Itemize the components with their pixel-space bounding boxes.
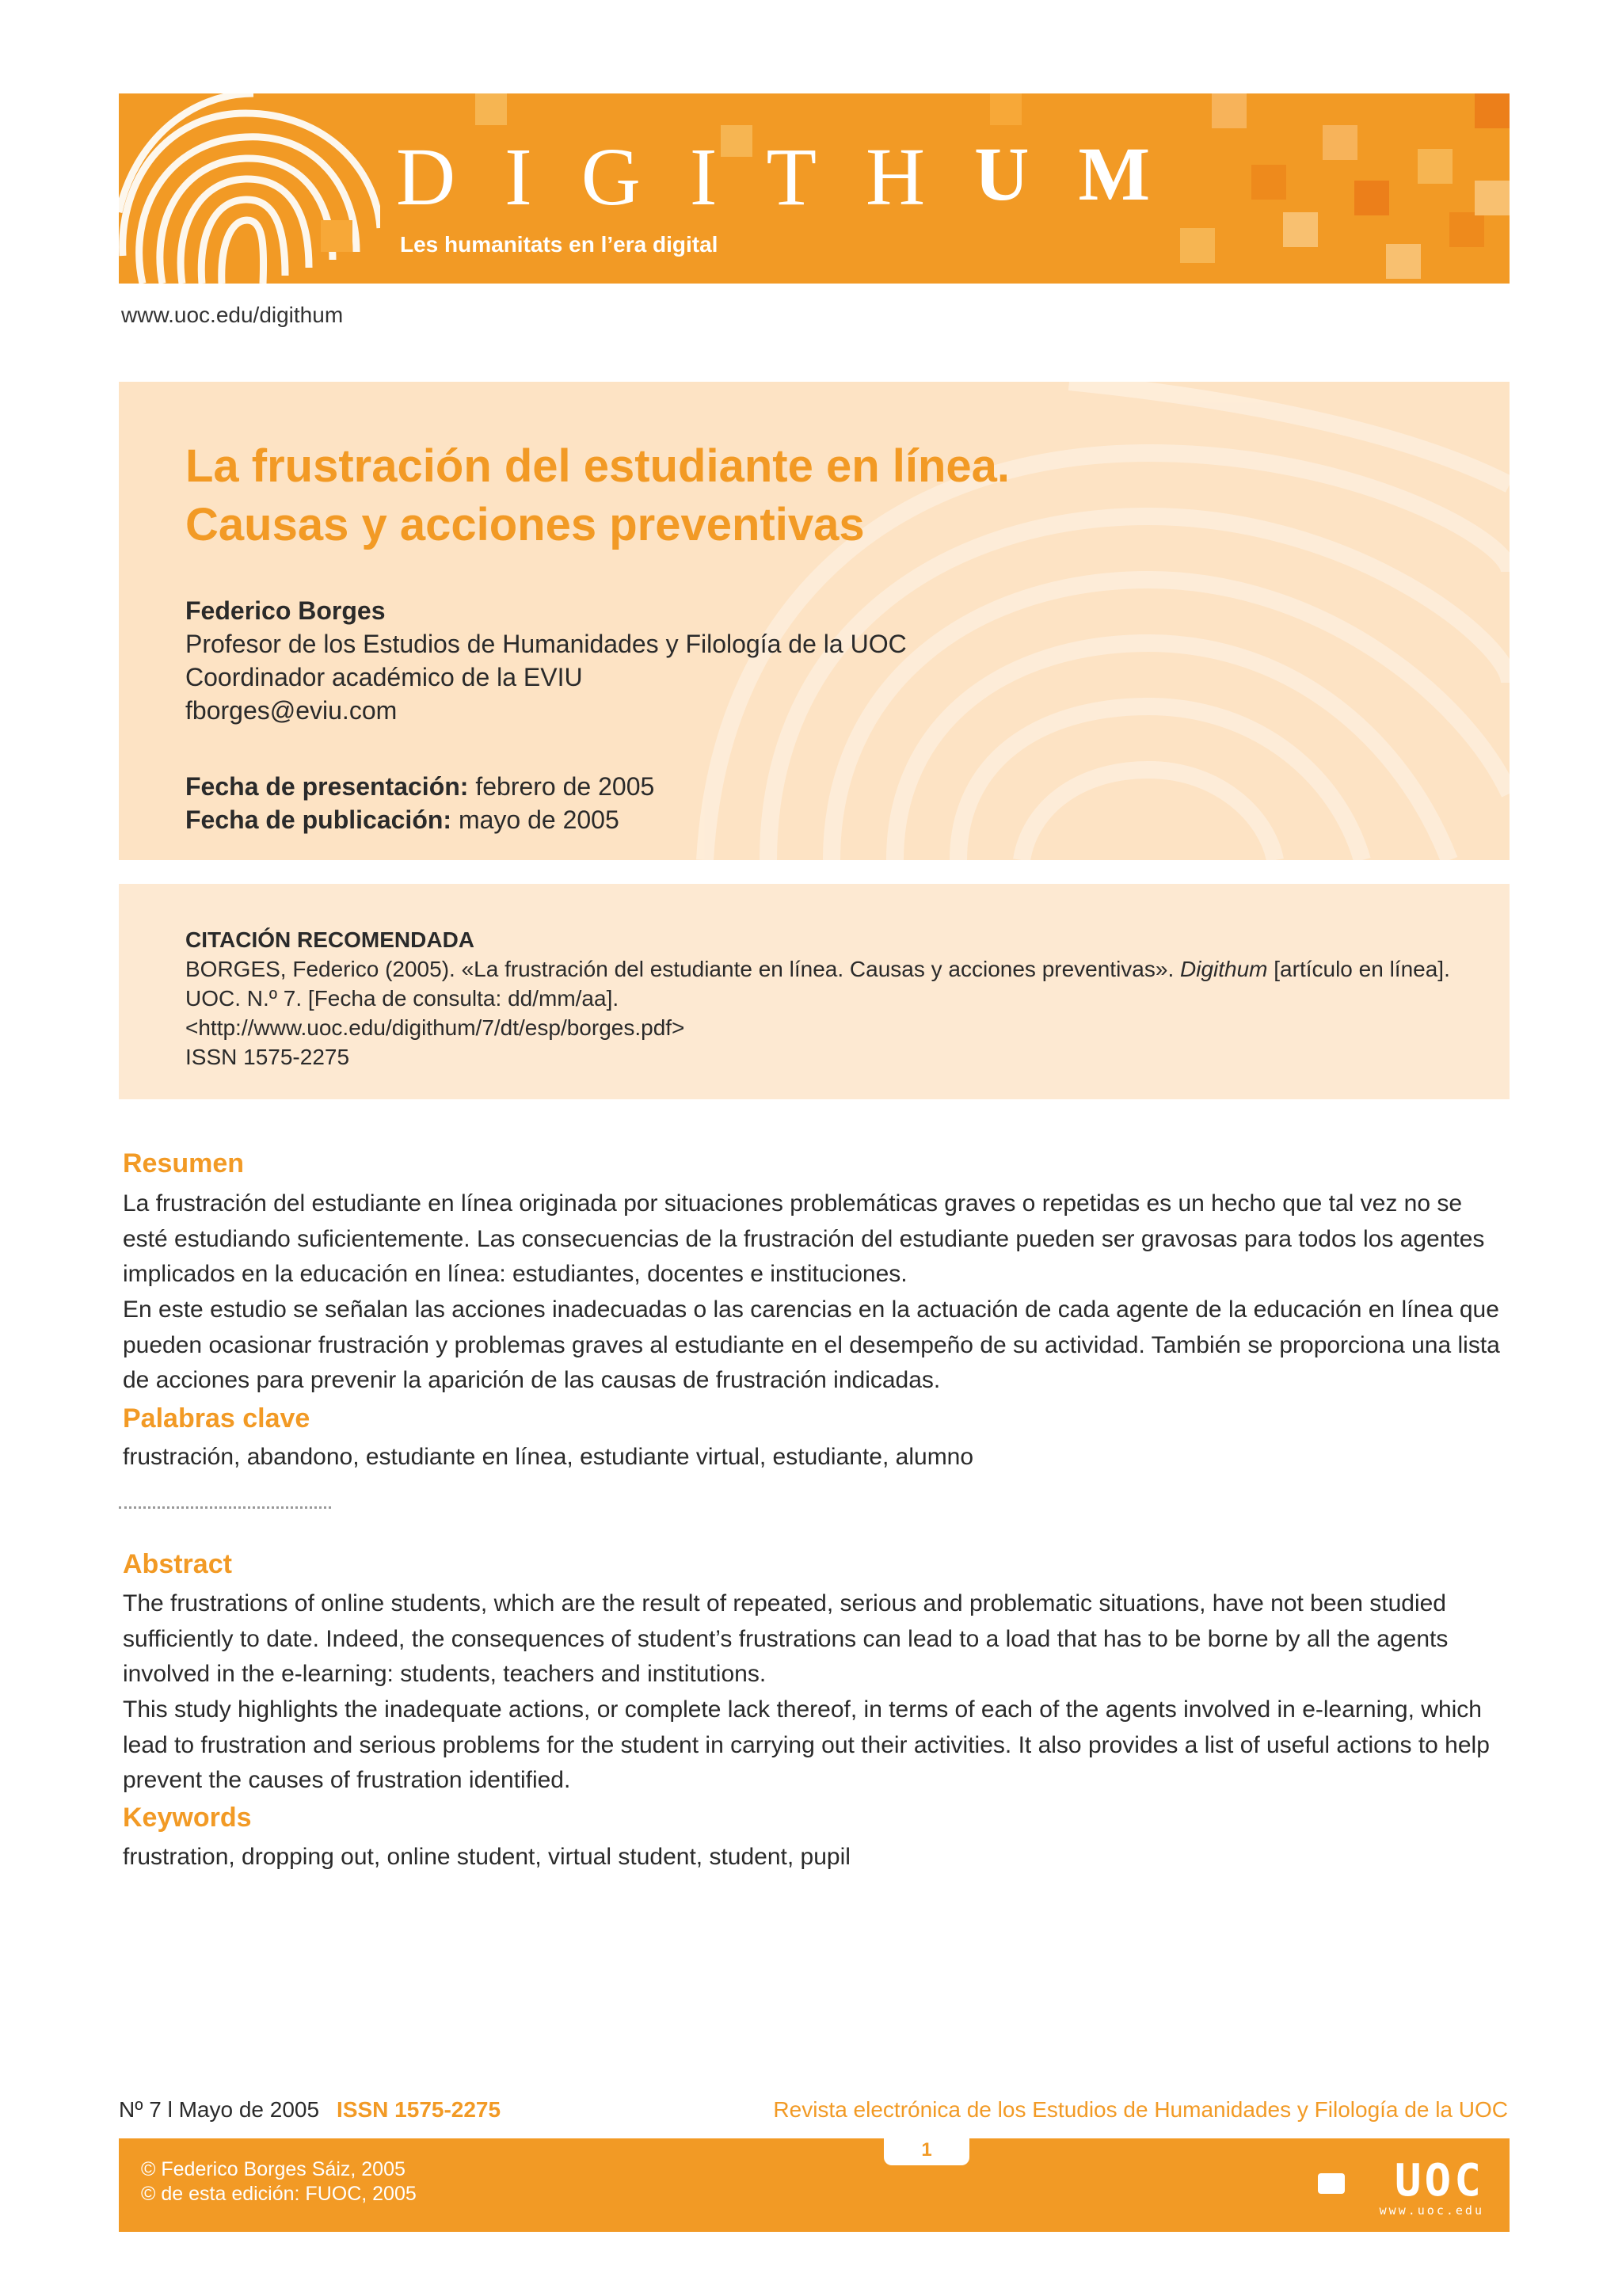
brand-letter: D bbox=[396, 131, 456, 223]
brand-letter: I bbox=[504, 131, 532, 223]
brand-title bbox=[396, 131, 1151, 223]
citation-heading: CITACIÓN RECOMENDADA bbox=[185, 927, 475, 952]
brand-letter: M bbox=[1078, 131, 1151, 216]
copyright bbox=[141, 2157, 417, 2207]
resumen-paragraph: La frustración del estudiante en línea originada por situaciones problemáticas graves o repetidas es un hecho que tal vez no se esté estudiando suficientemente. Las consecuencias de la frustración del estudiante pueden ser gravosas para todos los agentes implicados en la educación en línea: estudiantes, docentes e instituciones. bbox=[123, 1190, 1485, 1287]
publication-label: Fecha de publicación: bbox=[185, 805, 452, 834]
citation-content bbox=[185, 925, 1468, 1072]
brand-letter: T bbox=[766, 131, 817, 223]
journal-description: Revista electrónica de los Estudios de Humanidades y Filología de la UOC bbox=[773, 2097, 1508, 2122]
author-block bbox=[185, 594, 907, 727]
uoc-logo-mark-icon bbox=[1318, 2173, 1345, 2194]
citation-box bbox=[119, 884, 1510, 1099]
header-banner bbox=[119, 93, 1510, 284]
page-number: 1 bbox=[884, 2137, 969, 2165]
publication-date bbox=[185, 803, 654, 836]
site-url[interactable]: www.uoc.edu/digithum bbox=[121, 303, 344, 327]
abstract-paragraph: The frustrations of online students, which are the result of repeated, serious and problematic situations, have not been studied sufficiently to date. Indeed, the consequences of student’s frustrations can lead to a load that has to be borne by all the agents involved in the e-learning: students, teachers and institutions. bbox=[123, 1590, 1449, 1687]
dates-block bbox=[185, 770, 654, 836]
brand-letter: H bbox=[866, 131, 926, 223]
keywords-heading: Keywords bbox=[123, 1803, 252, 1833]
title-line: Causas y acciones preventivas bbox=[185, 499, 865, 550]
citation-journal: Digithum bbox=[1180, 957, 1268, 981]
article-title bbox=[185, 437, 1010, 554]
title-line: La frustración del estudiante en línea. bbox=[185, 440, 1011, 492]
palabras-clave: frustración, abandono, estudiante en línea, estudiante virtual, estudiante, alumno bbox=[123, 1444, 974, 1470]
brand-letter: G bbox=[581, 131, 641, 223]
citation-text: [artículo en línea]. UOC. N.º 7. [Fecha de consulta: dd/mm/aa]. bbox=[185, 957, 1450, 1011]
brand-letter: I bbox=[689, 131, 718, 223]
resumen-heading: Resumen bbox=[123, 1148, 245, 1178]
section-divider bbox=[119, 1506, 331, 1509]
citation-link[interactable]: <http://www.uoc.edu/digithum/7/dt/esp/borges.pdf> bbox=[185, 1015, 685, 1040]
title-box bbox=[119, 382, 1510, 860]
footer-issue bbox=[119, 2097, 501, 2123]
abstract-paragraph: This study highlights the inadequate actions, or complete lack thereof, in terms of each of the agents involved in e-learning, which lead to frustration and serious problems for the student in carrying out their activities. It also provides a list of useful actions to help prevent the causes of frustration identified. bbox=[123, 1696, 1490, 1793]
palabras-clave-heading: Palabras clave bbox=[123, 1403, 310, 1434]
resumen-paragraph: En este estudio se señalan las acciones inadecuadas o las carencias en la actuación de cada agente de la educación en línea que pueden ocasionar frustración y problemas graves al estudiante en el desempeño de su actividad. También se proporciona una lista de acciones para prevenir la aparición de las causas de frustración indicadas. bbox=[123, 1296, 1500, 1393]
presentation-value: febrero de 2005 bbox=[475, 772, 655, 801]
uoc-logo-url: www.uoc.edu bbox=[1379, 2203, 1484, 2218]
citation-text: BORGES, Federico (2005). «La frustración del estudiante en línea. Causas y acciones preventivas». bbox=[185, 957, 1181, 981]
footer-bar bbox=[119, 2138, 1510, 2232]
abstract-heading: Abstract bbox=[123, 1549, 232, 1579]
author-name: Federico Borges bbox=[185, 596, 386, 625]
keywords: frustration, dropping out, online student, virtual student, student, pupil bbox=[123, 1844, 851, 1870]
author-role: Profesor de los Estudios de Humanidades y Filología de la UOC bbox=[185, 630, 907, 658]
brand-letter: U bbox=[974, 131, 1030, 216]
author-email[interactable]: fborges@eviu.com bbox=[185, 696, 398, 725]
copyright-line: © Federico Borges Sáiz, 2005 bbox=[141, 2158, 406, 2180]
issue-text: Nº 7 l Mayo de 2005 bbox=[119, 2097, 320, 2122]
uoc-logo[interactable] bbox=[1318, 2155, 1484, 2221]
author-role: Coordinador académico de la EVIU bbox=[185, 663, 583, 691]
citation-issn: ISSN 1575-2275 bbox=[185, 1045, 350, 1069]
uoc-logo-text: UOC bbox=[1394, 2155, 1484, 2207]
presentation-label: Fecha de presentación: bbox=[185, 772, 469, 801]
publication-value: mayo de 2005 bbox=[458, 805, 619, 834]
presentation-date bbox=[185, 770, 654, 803]
footer-issn: ISSN 1575-2275 bbox=[337, 2097, 501, 2122]
copyright-line: © de esta edición: FUOC, 2005 bbox=[141, 2183, 417, 2205]
fingerprint-graphic bbox=[119, 93, 380, 284]
brand-subtitle: Les humanitats en l’era digital bbox=[400, 232, 718, 257]
